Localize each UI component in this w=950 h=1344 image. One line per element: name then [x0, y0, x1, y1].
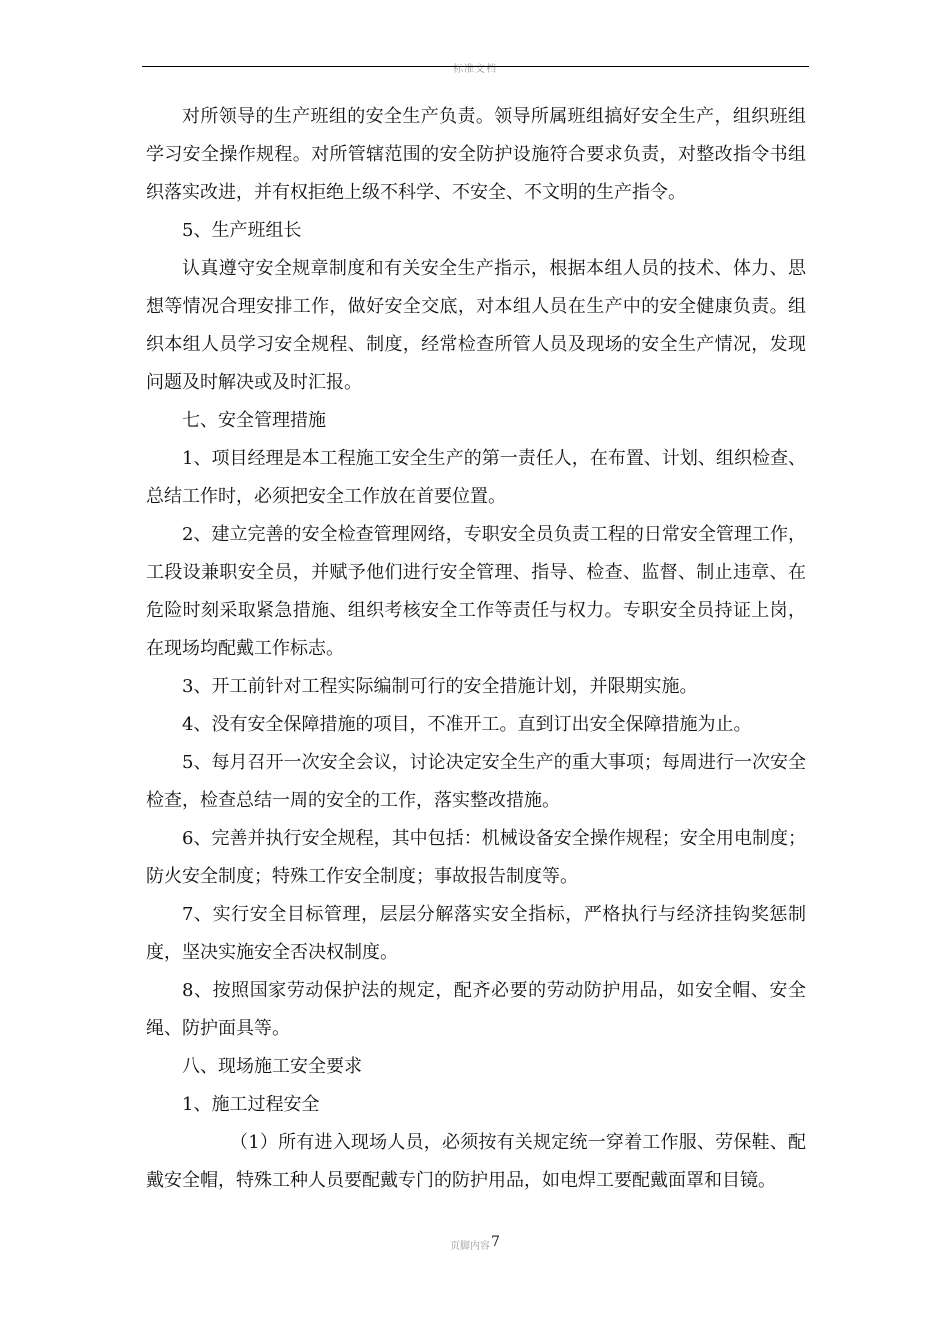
header-text: 标准文档: [453, 64, 497, 75]
paragraph: 认真遵守安全规章制度和有关安全生产指示，根据本组人员的技术、体力、思想等情况合理安排工作，做好安全交底，对本组人员在生产中的安全健康负责。组织本组人员学习安全规程、制度，经常检查所管人员及现场的安全生产情况，发现问题及时解决或及时汇报。: [146, 258, 806, 393]
subsection-heading: 1、施工过程安全: [182, 1094, 320, 1115]
body-text: [146, 98, 806, 1200]
section-heading: 七、安全管理措施: [182, 410, 326, 431]
list-item: （1）所有进入现场人员，必须按有关规定统一穿着工作服、劳保鞋、配戴安全帽，特殊工种人员要配戴专门的防护用品，如电焊工要配戴面罩和目镜。: [146, 1132, 806, 1191]
list-item: 3、开工前针对工程实际编制可行的安全措施计划，并限期实施。: [182, 676, 698, 697]
footer: [0, 1234, 950, 1253]
list-item: 5、每月召开一次安全会议，讨论决定安全生产的重大事项；每周进行一次安全检查，检查总结一周的安全的工作，落实整改措施。: [146, 752, 806, 811]
section-heading: 八、现场施工安全要求: [182, 1056, 362, 1077]
list-item: 8、按照国家劳动保护法的规定，配齐必要的劳动防护用品，如安全帽、安全绳、防护面具等。: [146, 980, 806, 1039]
footer-label: 页脚内容: [450, 1241, 491, 1252]
list-item: 1、项目经理是本工程施工安全生产的第一责任人，在布置、计划、组织检查、总结工作时，必须把安全工作放在首要位置。: [146, 448, 806, 507]
list-item: 2、建立完善的安全检查管理网络，专职安全员负责工程的日常安全管理工作，工段设兼职安全员，并赋予他们进行安全管理、指导、检查、监督、制止违章、在危险时刻采取紧急措施、组织考核安全工作等责任与权力。专职安全员持证上岗，在现场均配戴工作标志。: [146, 524, 806, 659]
list-item: 7、实行安全目标管理，层层分解落实安全指标，严格执行与经济挂钩奖惩制度，坚决实施安全否决权制度。: [146, 904, 806, 963]
list-item: 6、完善并执行安全规程，其中包括：机械设备安全操作规程；安全用电制度；防火安全制度；特殊工作安全制度；事故报告制度等。: [146, 828, 806, 887]
section-heading: 5、生产班组长: [182, 220, 302, 241]
header-rule: [142, 66, 809, 67]
paragraph: 对所领导的生产班组的安全生产负责。领导所属班组搞好安全生产，组织班组学习安全操作规程。对所管辖范围的安全防护设施符合要求负责，对整改指令书组织落实改进，并有权拒绝上级不科学、不安全、不文明的生产指令。: [146, 106, 806, 203]
list-item: 4、没有安全保障措施的项目，不准开工。直到订出安全保障措施为止。: [182, 714, 752, 735]
page-number: 7: [491, 1234, 500, 1250]
